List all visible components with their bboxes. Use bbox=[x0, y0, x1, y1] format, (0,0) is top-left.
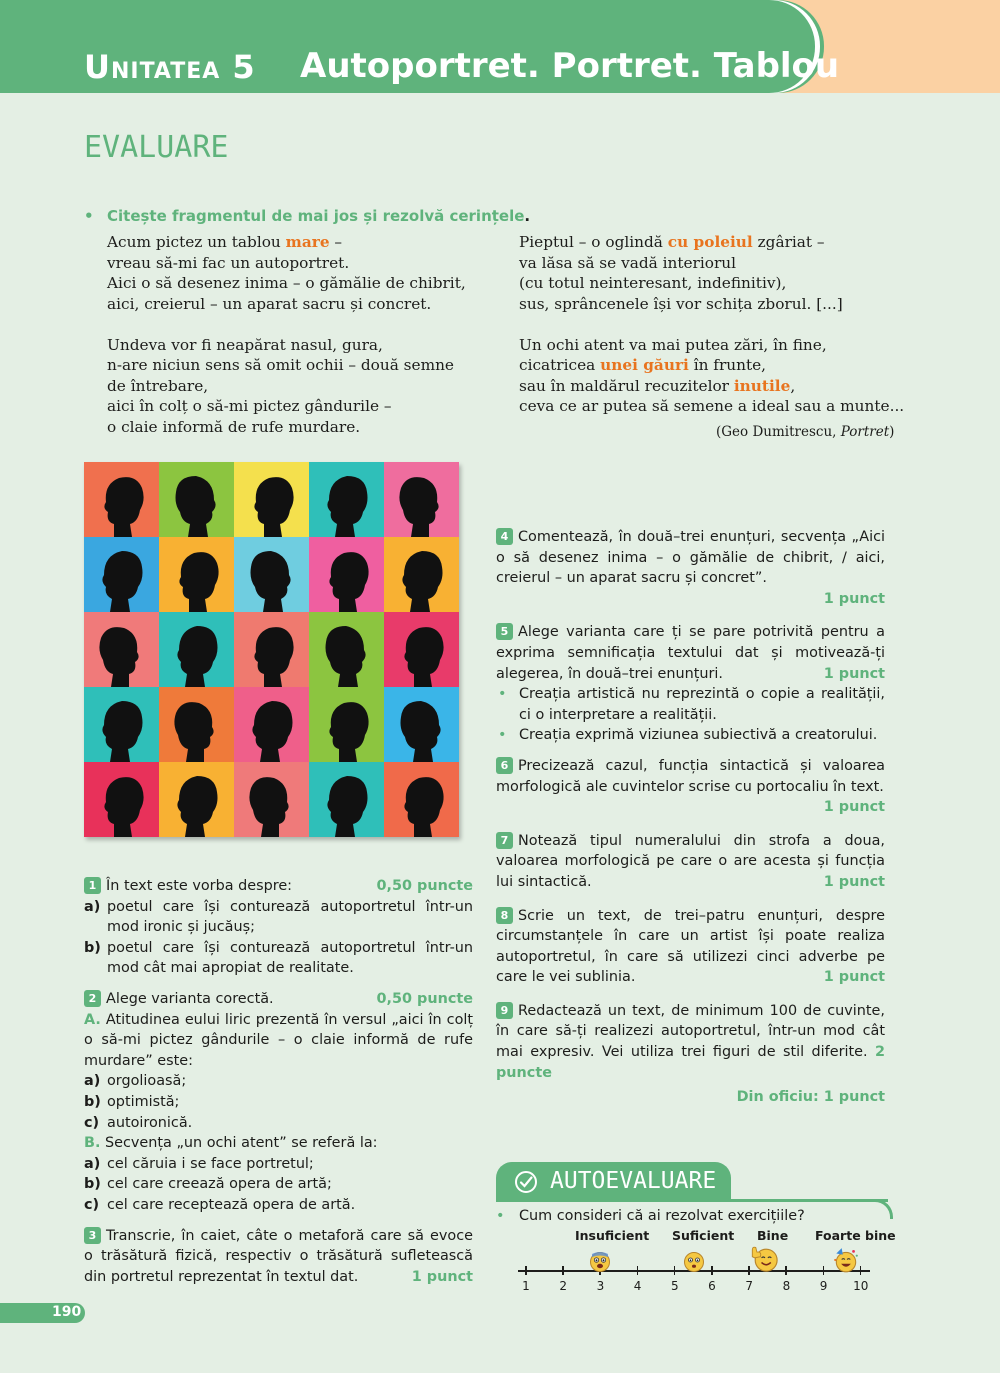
poem-source: (Geo Dumitrescu, Portret) bbox=[716, 424, 895, 440]
silhouette-tile bbox=[234, 537, 309, 612]
head-silhouette-icon bbox=[384, 762, 459, 837]
silhouette-tile bbox=[159, 537, 234, 612]
unit-title: Autoportret. Portret. Tablou bbox=[300, 46, 840, 86]
poem-line: aici, creierul – un aparat sacru și concret. bbox=[107, 294, 432, 313]
poem-line: cicatricea unei găuri în frunte, bbox=[519, 356, 767, 374]
scale-tick bbox=[525, 1266, 527, 1275]
silhouette-tile bbox=[384, 462, 459, 537]
question-1: 1 În text este vorba despre: 0,50 puncte a) poetul care își conturează autoportretul într-un mod ironic și jucăuș; b) poetul care își conturează autoportretul într-un mod cât mai apropiat de realitate. bbox=[84, 876, 473, 979]
head-silhouette-icon bbox=[159, 462, 234, 537]
silhouette-tile bbox=[234, 462, 309, 537]
question-6: 6 Precizează cazul, funcția sintactică și valoarea morfologică ale cuvintelor scrise cu portocaliu în text. 1 punct bbox=[496, 757, 885, 816]
head-silhouette-icon bbox=[234, 462, 309, 537]
highlighted-word: cu poleiul bbox=[667, 233, 753, 251]
scale-tick bbox=[674, 1266, 676, 1275]
question-4: 4 Comentează, în două–trei enunțuri, secvența „Aici o să desenez inima – o gămălie de chibrit, / aici, creierul – un aparat sacru și concret”. 1 punct bbox=[496, 529, 885, 607]
question-9: 9 Redactează un text, de minimum 100 de cuvinte, în care să-ți realizezi autoportretul, într-un mod cât mai expresiv. Vei utiliza trei figuri de stil diferite. 2 puncte Din oficiu: 1 punct bbox=[496, 1002, 885, 1106]
instruction-text: Citește fragmentul de mai jos și rezolvă cerințele bbox=[107, 207, 525, 225]
q2-b-option-a: a) cel căruia i se face portretul; bbox=[84, 1155, 314, 1172]
self-eval-title: AUTOEVALUARE bbox=[550, 1168, 717, 1194]
silhouette-tile bbox=[234, 612, 309, 687]
page-number: 190 bbox=[52, 1304, 82, 1320]
q6-points: 1 punct bbox=[823, 799, 885, 816]
silhouette-tile bbox=[384, 537, 459, 612]
highlighted-word: inutile bbox=[733, 376, 791, 395]
scale-tick-number: 10 bbox=[853, 1279, 869, 1293]
silhouette-tile bbox=[309, 462, 384, 537]
scale-tick-number: 9 bbox=[819, 1279, 828, 1293]
head-silhouette-icon bbox=[309, 687, 384, 762]
q2-a-option-b: b) optimistă; bbox=[84, 1093, 180, 1110]
scale-label-bine: Bine bbox=[757, 1228, 789, 1243]
scale-label-insuficient: Insuficient bbox=[575, 1228, 650, 1243]
poem-line: aici în colț o să-mi pictez gândurile – bbox=[107, 397, 392, 415]
section-title: EVALUARE bbox=[84, 130, 229, 165]
silhouette-tile bbox=[384, 687, 459, 762]
scale-tick-number: 5 bbox=[670, 1279, 679, 1293]
head-silhouette-icon bbox=[159, 612, 234, 687]
silhouette-tile bbox=[84, 687, 159, 762]
question-3: 3 Transcrie, în caiet, câte o metaforă care să evoce o trăsătură fizică, respectiv o trăsătură sufletească din portretul reprezentat în textul dat. 1 punct bbox=[84, 1226, 473, 1288]
self-eval-rule bbox=[496, 1199, 888, 1202]
silhouette-mosaic-image bbox=[84, 462, 459, 837]
q3-points: 1 punct bbox=[411, 1268, 473, 1285]
poem-line: Aici o să desenez inima – o gămălie de chibrit, bbox=[107, 274, 466, 292]
silhouette-tile bbox=[234, 687, 309, 762]
head-silhouette-icon bbox=[159, 687, 234, 762]
silhouette-tile bbox=[84, 462, 159, 537]
poem-line: de întrebare, bbox=[107, 376, 209, 395]
self-eval-question: • Cum consideri că ai rezolvat exercițiile? bbox=[496, 1208, 805, 1224]
q1-option-b: b) poetul care își conturează autoportretul într-un mod cât mai apropiat de realitate. bbox=[84, 939, 473, 977]
highlighted-word: unei găuri bbox=[600, 356, 689, 374]
q4-points: 1 punct bbox=[823, 590, 885, 607]
silhouette-tile bbox=[234, 762, 309, 837]
scale-tick bbox=[637, 1266, 639, 1275]
poem-line: (cu totul neinteresant, indefinitiv), bbox=[519, 274, 787, 292]
scale-tick bbox=[711, 1266, 713, 1275]
question-5: 5 Alege varianta care ți se pare potrivită pentru a exprima semnificația textului dat și motivează-ți alegerea, în două–trei enunțuri. 1 punct • Creația artistică nu reprezintă o copie a realității, ci o interpretare a realității. • Creația exprimă viziunea subiectivă a creatorului. bbox=[496, 622, 885, 746]
scale-tick bbox=[562, 1266, 564, 1275]
scale-tick-number: 2 bbox=[559, 1279, 567, 1293]
silhouette-tile bbox=[309, 537, 384, 612]
q2-part-b: B. Secvența „un ochi atent” se referă la: bbox=[84, 1135, 378, 1152]
silhouette-tile bbox=[159, 462, 234, 537]
scale-tick-number: 6 bbox=[708, 1279, 716, 1293]
poem-left-column bbox=[107, 232, 466, 437]
q1-option-a: a) poetul care își conturează autoportretul într-un mod ironic și jucăuș; bbox=[84, 898, 473, 936]
party-face-icon bbox=[832, 1247, 860, 1273]
head-silhouette-icon bbox=[159, 537, 234, 612]
head-silhouette-icon bbox=[384, 537, 459, 612]
silhouette-tile bbox=[84, 762, 159, 837]
scale-label-foarte-bine: Foarte bine bbox=[815, 1228, 896, 1243]
q1-points: 0,50 puncte bbox=[376, 878, 473, 894]
question-7: 7 Notează tipul numeralului din strofa a doua, valoarea morfologică pe care o are acesta și funcția lui sintactică. 1 punct bbox=[496, 831, 885, 893]
head-silhouette-icon bbox=[234, 687, 309, 762]
silhouette-tile bbox=[159, 687, 234, 762]
poem-line: Un ochi atent va mai putea zări, în fine, bbox=[519, 335, 827, 354]
head-silhouette-icon bbox=[384, 687, 459, 762]
poem-line: ceva ce ar putea să semene a ideal sau a munte... bbox=[519, 397, 905, 415]
poem-line: o claie informă de rufe murdare. bbox=[107, 417, 361, 436]
thumbs-up-face-icon bbox=[750, 1245, 780, 1273]
q8-points: 1 punct bbox=[823, 969, 885, 986]
poem-line: vreau să-mi fac un autoportret. bbox=[107, 253, 350, 272]
poem-line: Undeva vor fi neapărat nasul, gura, bbox=[107, 335, 383, 354]
poem-line: Pieptul – o oglindă cu poleiul zgâriat – bbox=[519, 233, 825, 251]
head-silhouette-icon bbox=[309, 462, 384, 537]
scale-tick-number: 4 bbox=[633, 1279, 642, 1293]
head-silhouette-icon bbox=[234, 762, 309, 837]
instruction: • Citește fragmentul de mai jos și rezolvă cerințele. bbox=[84, 207, 531, 225]
head-silhouette-icon bbox=[84, 687, 159, 762]
scale-label-suficient: Suficient bbox=[672, 1228, 735, 1243]
head-silhouette-icon bbox=[159, 762, 234, 837]
head-silhouette-icon bbox=[234, 537, 309, 612]
poem-line: sau în maldărul recuzitelor inutile, bbox=[519, 376, 796, 395]
oficiu-points: Din oficiu: 1 punct bbox=[736, 1089, 885, 1106]
head-silhouette-icon bbox=[84, 612, 159, 687]
head-silhouette-icon bbox=[84, 762, 159, 837]
scale-tick bbox=[860, 1266, 862, 1275]
silhouette-tile bbox=[84, 612, 159, 687]
q7-points: 1 punct bbox=[823, 873, 885, 890]
highlighted-word: mare bbox=[285, 233, 330, 251]
head-silhouette-icon bbox=[309, 762, 384, 837]
poem-line: sus, sprâncenele își vor schița zborul. [...] bbox=[519, 294, 843, 313]
head-silhouette-icon bbox=[84, 537, 159, 612]
head-silhouette-icon bbox=[309, 612, 384, 687]
head-silhouette-icon bbox=[384, 462, 459, 537]
question-2: 2 Alege varianta corectă. 0,50 puncte A. Atitudinea eului liric prezentă în versul „aici în colț o să-mi pictez gândurile – o claie informă de rufe murdare” este: a) orgolioasă; b) optimistă; c) autoironică. B. Secvența „un ochi atent” se referă la: a) cel căruia i se face portretul; b) cel care creează opera de artă; c) cel care receptează opera de artă. bbox=[84, 989, 473, 1216]
scale-tick bbox=[823, 1266, 825, 1275]
scale-tick bbox=[785, 1266, 787, 1275]
silhouette-tile bbox=[159, 762, 234, 837]
head-silhouette-icon bbox=[234, 612, 309, 687]
q2-part-a: A. Atitudinea eului liric prezentă în versul „aici în colț o să-mi pictez gândurile – o claie informă de rufe murdare” este: bbox=[84, 1011, 474, 1069]
neutral-face-icon bbox=[683, 1251, 705, 1273]
question-8: 8 Scrie un text, de trei–patru enunțuri, despre circumstanțele în care un artist își poate realiza autoportretul, în care să utilizezi cinci adverbe pe care le vei sublinia. 1 punct bbox=[496, 906, 885, 988]
silhouette-tile bbox=[309, 687, 384, 762]
q2-a-option-c: c) autoironică. bbox=[84, 1114, 193, 1131]
check-circle-icon bbox=[514, 1170, 538, 1194]
q2-b-option-b: b) cel care creează opera de artă; bbox=[84, 1176, 332, 1193]
q5-option-2: • Creația exprimă viziunea subiectivă a creatorului. bbox=[496, 725, 885, 746]
head-silhouette-icon bbox=[309, 537, 384, 612]
questions-left-column bbox=[84, 876, 473, 1287]
q2-b-option-c: c) cel care receptează opera de artă. bbox=[84, 1196, 356, 1213]
silhouette-tile bbox=[384, 612, 459, 687]
q5-option-1: • Creația artistică nu reprezintă o copie a realității, ci o interpretare a realității. bbox=[496, 684, 885, 725]
silhouette-tile bbox=[309, 612, 384, 687]
unit-label: Unitatea 5 bbox=[84, 48, 256, 86]
silhouette-tile bbox=[309, 762, 384, 837]
q2-points: 0,50 puncte bbox=[376, 990, 473, 1007]
q5-points: 1 punct bbox=[823, 665, 885, 682]
head-silhouette-icon bbox=[84, 462, 159, 537]
head-silhouette-icon bbox=[384, 612, 459, 687]
poem-right-column bbox=[519, 232, 904, 417]
q2-a-option-a: a) orgolioasă; bbox=[84, 1073, 187, 1090]
scale-tick-number: 7 bbox=[745, 1279, 753, 1293]
scale-tick-number: 8 bbox=[782, 1279, 791, 1293]
scale-tick-number: 3 bbox=[596, 1279, 605, 1293]
worried-face-icon bbox=[589, 1251, 611, 1273]
poem-line: n-are niciun sens să omit ochii – două semne bbox=[107, 356, 454, 374]
poem-line: Acum pictez un tablou mare – bbox=[107, 233, 343, 251]
silhouette-tile bbox=[159, 612, 234, 687]
scale-tick-number: 1 bbox=[522, 1279, 530, 1293]
silhouette-tile bbox=[384, 762, 459, 837]
q9-points: 2 puncte bbox=[496, 1044, 885, 1081]
poem-line: va lăsa să se vadă interiorul bbox=[519, 253, 737, 272]
self-eval-rule-curve bbox=[860, 1199, 893, 1219]
questions-right-column bbox=[496, 527, 885, 1108]
silhouette-tile bbox=[84, 537, 159, 612]
